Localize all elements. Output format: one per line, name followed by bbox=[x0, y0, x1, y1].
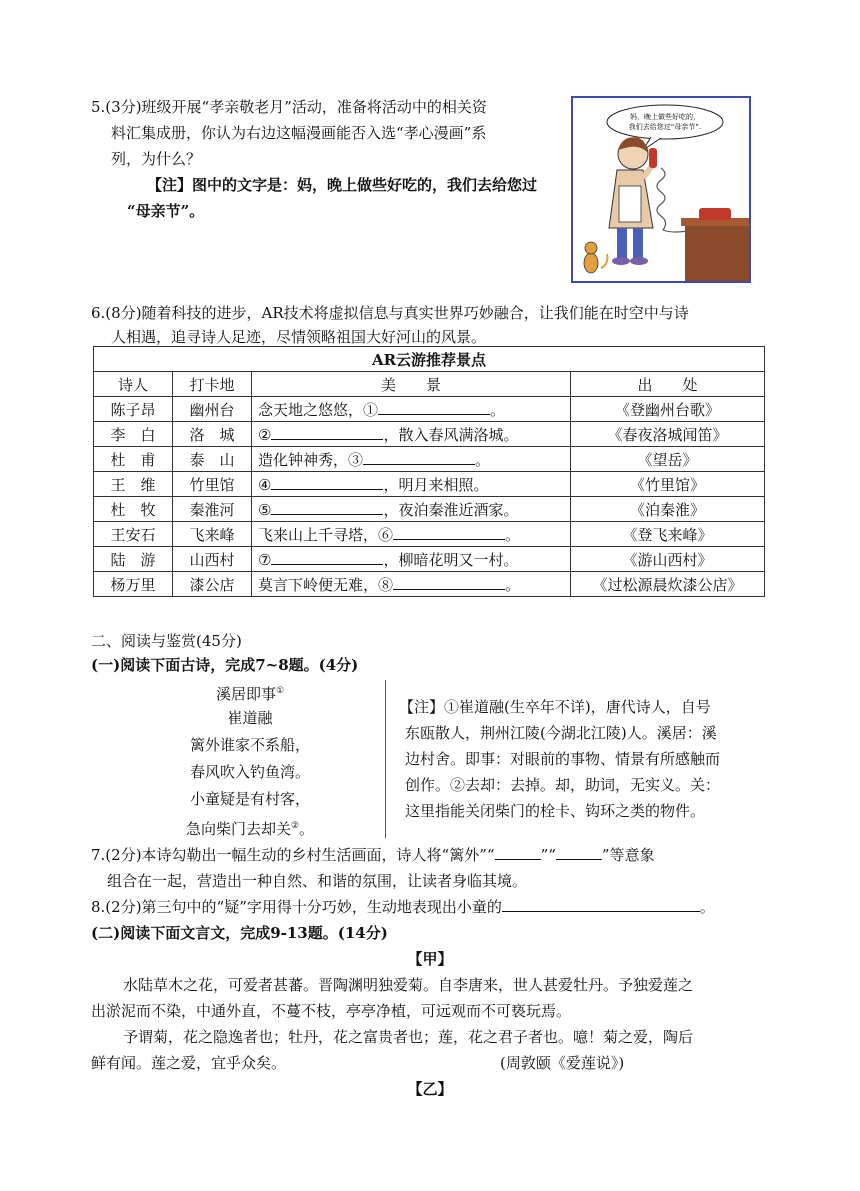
header-source: 出 处 bbox=[571, 372, 765, 397]
cell-poet: 杜 牧 bbox=[94, 497, 173, 522]
cell-poet: 王 维 bbox=[94, 472, 173, 497]
q5-line-1: 5.(3分)班级开展“孝亲敬老月”活动，准备将活动中的相关资 bbox=[91, 98, 487, 116]
table-row bbox=[94, 522, 765, 547]
cell-place: 泰 山 bbox=[173, 447, 252, 472]
scenery-text-post: ，柳暗花明又一村。 bbox=[383, 550, 519, 569]
cell-place: 洛 城 bbox=[173, 422, 252, 447]
poem-line-1: 篱外谁家不系船， bbox=[189, 736, 310, 754]
header-place: 打卡地 bbox=[173, 372, 252, 397]
scenery-text-post: ，明月来相照。 bbox=[383, 475, 489, 494]
jia-p1-line-1: 水陆草木之花，可爱者甚蕃。晋陶渊明独爱菊。自李唐来，世人甚爱牡丹。予独爱莲之 bbox=[123, 976, 694, 994]
bubble-text-2: 我们去给您过“母亲节”. bbox=[628, 123, 702, 131]
poem-line-4-text: 急向柴门去却关 bbox=[185, 820, 291, 838]
table-title: AR云游推荐景点 bbox=[94, 347, 765, 372]
section-2-heading: 二、阅读与鉴赏(45分) bbox=[91, 632, 242, 650]
scenery-text-pre: 莫言下岭便无难，⑧ bbox=[258, 575, 394, 594]
poem-divider bbox=[385, 680, 386, 838]
cell-scenery bbox=[252, 522, 571, 547]
q7-text-a: 7.(2分)本诗勾勒出一幅生动的乡村生活画面，诗人将“篱外”“ bbox=[91, 846, 495, 864]
header-scenery: 美 景 bbox=[252, 372, 571, 397]
bubble-text-1: 妈，晚上做些好吃的， bbox=[630, 113, 700, 121]
cell-scenery bbox=[252, 397, 571, 422]
cell-scenery bbox=[252, 572, 571, 597]
q7-blank-1[interactable] bbox=[495, 845, 541, 860]
q5-note-line-2: “母亲节”。 bbox=[127, 202, 205, 220]
cell-poet: 杜 甫 bbox=[94, 447, 173, 472]
poem-note-3: 边村舍。即事：对眼前的事物、情景有所感触而 bbox=[405, 750, 721, 768]
scenery-text-pre: ④ bbox=[258, 475, 272, 494]
jia-label: 【甲】 bbox=[407, 950, 453, 968]
q7-line-1 bbox=[91, 844, 655, 866]
fill-in-blank[interactable] bbox=[393, 525, 505, 540]
cell-poet: 杨万里 bbox=[94, 572, 173, 597]
q8-text: 8.(2分)第三句中的“疑”字用得十分巧妙，生动地表现出小童的 bbox=[91, 898, 502, 916]
cell-source: 《望岳》 bbox=[571, 447, 765, 472]
q7-text-b: ”“ bbox=[540, 846, 556, 864]
q8-line bbox=[91, 896, 715, 918]
table-row bbox=[94, 572, 765, 597]
scenery-text-post: ，夜泊秦淮近酒家。 bbox=[383, 500, 519, 519]
ar-scenic-spots-table bbox=[93, 346, 765, 597]
q5-line-2: 料汇集成册，你认为右边这幅漫画能否入选“孝心漫画”系 bbox=[111, 124, 487, 142]
q6-line-1: 6.(8分)随着科技的进步，AR技术将虚拟信息与真实世界巧妙融合，让我们能在时空中与诗 bbox=[91, 304, 689, 322]
cell-source: 《过松源晨炊漆公店》 bbox=[571, 572, 765, 597]
cell-place: 漆公店 bbox=[173, 572, 252, 597]
table-row bbox=[94, 472, 765, 497]
cell-scenery bbox=[252, 497, 571, 522]
fill-in-blank[interactable] bbox=[363, 450, 475, 465]
fill-in-blank[interactable] bbox=[271, 550, 383, 565]
jia-source: (周敦颐《爱莲说》) bbox=[500, 1054, 625, 1072]
q5-line-3: 列，为什么？ bbox=[111, 150, 202, 168]
cell-source: 《春夜洛城闻笛》 bbox=[571, 422, 765, 447]
q7-line-2: 组合在一起，营造出一种自然、和谐的氛围，让读者身临其境。 bbox=[107, 872, 528, 890]
fill-in-blank[interactable] bbox=[271, 425, 383, 440]
poem-line-4-end: 。 bbox=[299, 820, 315, 838]
part-1-heading: (一)阅读下面古诗，完成7~8题。(4分) bbox=[91, 656, 359, 674]
table-row bbox=[94, 497, 765, 522]
poem-note-5: 这里指能关闭柴门的栓卡、钩环之类的物件。 bbox=[405, 802, 706, 820]
cell-scenery bbox=[252, 422, 571, 447]
jia-p2-line-2: 鲜有闻。莲之爱，宜乎众矣。 bbox=[91, 1054, 287, 1072]
poem-title-mark: ① bbox=[275, 686, 285, 696]
table-header-row bbox=[94, 372, 765, 397]
table-row bbox=[94, 447, 765, 472]
scenery-text-pre: 飞来山上千寻塔，⑥ bbox=[258, 525, 394, 544]
poem-line-3: 小童疑是有村客， bbox=[189, 790, 310, 808]
cell-poet: 陈子昂 bbox=[94, 397, 173, 422]
cell-source: 《游山西村》 bbox=[571, 547, 765, 572]
cell-source: 《竹里馆》 bbox=[571, 472, 765, 497]
cell-place: 竹里馆 bbox=[173, 472, 252, 497]
cell-scenery bbox=[252, 472, 571, 497]
cell-scenery bbox=[252, 547, 571, 572]
poem-note-4: 创作。②去却：去掉。却，助词，无实义。关： bbox=[405, 776, 721, 794]
cell-source: 《登飞来峰》 bbox=[571, 522, 765, 547]
cell-place: 幽州台 bbox=[173, 397, 252, 422]
scenery-text-post: 。 bbox=[490, 400, 506, 419]
q8-blank[interactable] bbox=[502, 897, 700, 912]
scenery-text-pre: 造化钟神秀，③ bbox=[258, 450, 364, 469]
scenery-text-post: ，散入春风满洛城。 bbox=[383, 425, 519, 444]
yi-label: 【乙】 bbox=[407, 1080, 453, 1098]
q5-note-line-1: 【注】图中的文字是：妈，晚上做些好吃的，我们去给您过 bbox=[147, 176, 538, 194]
table-row bbox=[94, 397, 765, 422]
cell-poet: 李 白 bbox=[94, 422, 173, 447]
poem-note-1: 【注】①崔道融(生卒年不详)，唐代诗人，自号 bbox=[399, 698, 711, 716]
scenery-text-pre: ⑤ bbox=[258, 500, 272, 519]
cell-source: 《登幽州台歌》 bbox=[571, 397, 765, 422]
poem-author: 崔道融 bbox=[227, 709, 273, 727]
cell-source: 《泊秦淮》 bbox=[571, 497, 765, 522]
q7-blank-2[interactable] bbox=[556, 845, 602, 860]
scenery-text-pre: ⑦ bbox=[258, 550, 272, 569]
cartoon-illustration bbox=[571, 96, 751, 283]
fill-in-blank[interactable] bbox=[378, 400, 490, 415]
cell-scenery bbox=[252, 447, 571, 472]
poem-line-4-mark: ② bbox=[290, 821, 300, 831]
fill-in-blank[interactable] bbox=[271, 500, 383, 515]
table-row bbox=[94, 547, 765, 572]
fill-in-blank[interactable] bbox=[393, 575, 505, 590]
cell-place: 秦淮河 bbox=[173, 497, 252, 522]
part-2-heading: (二)阅读下面文言文，完成9-13题。(14分) bbox=[91, 924, 388, 942]
poem-line-4 bbox=[150, 815, 350, 840]
fill-in-blank[interactable] bbox=[271, 475, 383, 490]
cell-place: 飞来峰 bbox=[173, 522, 252, 547]
header-poet: 诗人 bbox=[94, 372, 173, 397]
table-row bbox=[94, 422, 765, 447]
jia-p1-line-2: 出淤泥而不染，中通外直，不蔓不枝，亭亭净植，可远观而不可亵玩焉。 bbox=[91, 1002, 572, 1020]
scenery-text-post: 。 bbox=[505, 525, 521, 544]
poem-note-2: 东瓯散人，荆州江陵(今湖北江陵)人。溪居：溪 bbox=[405, 724, 717, 742]
scenery-text-post: 。 bbox=[475, 450, 491, 469]
poem-line-2: 春风吹入钓鱼湾。 bbox=[189, 763, 310, 781]
cartoon-drawing bbox=[573, 98, 749, 281]
cell-poet: 陆 游 bbox=[94, 547, 173, 572]
q6-line-2: 人相遇，追寻诗人足迹，尽情领略祖国大好河山的风景。 bbox=[111, 328, 487, 346]
q7-text-c: ”等意象 bbox=[601, 846, 655, 864]
cell-place: 山西村 bbox=[173, 547, 252, 572]
scenery-text-pre: ② bbox=[258, 425, 272, 444]
scenery-text-pre: 念天地之悠悠，① bbox=[258, 400, 379, 419]
jia-p2-line-1: 予谓菊，花之隐逸者也；牡丹，花之富贵者也；莲，花之君子者也。噫！菊之爱，陶后 bbox=[123, 1028, 694, 1046]
q8-end: 。 bbox=[699, 898, 715, 916]
scenery-text-post: 。 bbox=[505, 575, 521, 594]
poem-title bbox=[150, 680, 350, 705]
poem-title-text: 溪居即事 bbox=[215, 685, 276, 703]
cell-poet: 王安石 bbox=[94, 522, 173, 547]
